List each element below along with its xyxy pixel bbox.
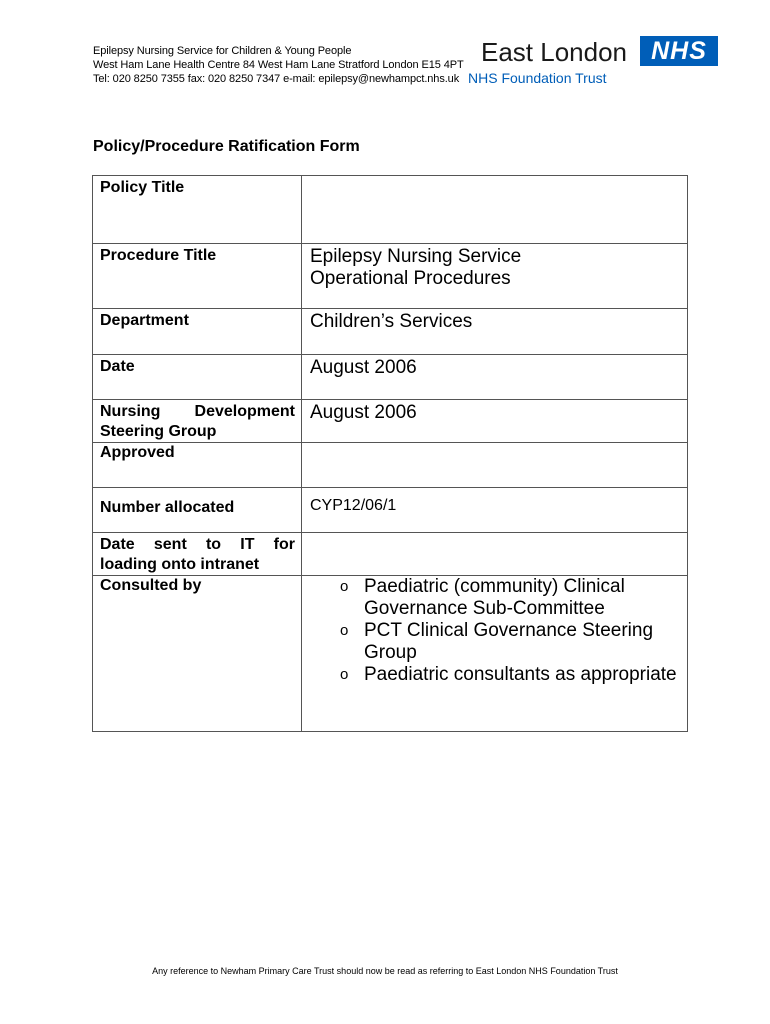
nursing-development-line-1: Nursing Development <box>100 403 295 420</box>
procedure-title-line-1: Epilepsy Nursing Service <box>310 246 522 267</box>
nhs-badge: NHS <box>640 36 718 66</box>
consulted-item-3-text: Paediatric consultants as appropriate <box>364 664 677 685</box>
row-date-sent <box>93 533 688 576</box>
value-number-allocated[interactable]: CYP12/06/1 <box>302 488 688 533</box>
value-approved[interactable] <box>302 443 688 488</box>
consulted-item-1 <box>340 576 681 620</box>
label-nursing-development <box>93 400 302 443</box>
consulted-item-1-text: Paediatric (community) Clinical Governance Sub-Committee <box>364 576 625 619</box>
label-date: Date <box>93 355 302 400</box>
logo-org-name: East London <box>481 37 628 67</box>
consulted-item-3 <box>340 664 681 686</box>
ratification-form-table <box>92 175 688 732</box>
consulted-by-list <box>310 576 681 686</box>
procedure-title-line-2: Operational Procedures <box>310 268 511 289</box>
value-nursing-development[interactable]: August 2006 <box>302 400 688 443</box>
row-approved <box>93 443 688 488</box>
label-approved: Approved <box>93 443 302 488</box>
row-consulted-by <box>93 576 688 732</box>
row-policy-title <box>93 176 688 244</box>
nursing-development-line-2: Steering Group <box>100 423 217 440</box>
letterhead-line-3: Tel: 020 8250 7355 fax: 020 8250 7347 e-mail: epilepsy@newhampct.nhs.uk <box>93 73 460 85</box>
page-footer: Any reference to Newham Primary Care Trust should now be read as referring to East London NHS Foundation Trust <box>152 966 618 976</box>
row-number-allocated <box>93 488 688 533</box>
value-department[interactable]: Children’s Services <box>302 309 688 355</box>
row-department <box>93 309 688 355</box>
label-number-allocated: Number allocated <box>93 488 302 533</box>
value-date[interactable]: August 2006 <box>302 355 688 400</box>
date-sent-line-1: Date sent to IT for <box>100 536 295 553</box>
row-procedure-title <box>93 244 688 309</box>
bullet-icon: o <box>340 666 349 683</box>
value-procedure-title[interactable] <box>302 244 688 309</box>
letterhead-line-2: West Ham Lane Health Centre 84 West Ham Lane Stratford London E15 4PT <box>93 59 464 71</box>
bullet-icon: o <box>340 578 349 595</box>
consulted-item-2-text: PCT Clinical Governance Steering Group <box>364 620 654 663</box>
nhs-logo <box>468 36 720 92</box>
value-policy-title[interactable] <box>302 176 688 244</box>
logo-trust-name: NHS Foundation Trust <box>468 70 607 86</box>
bullet-icon: o <box>340 622 349 639</box>
value-date-sent[interactable] <box>302 533 688 576</box>
letterhead-line-1: Epilepsy Nursing Service for Children & Young People <box>93 45 352 57</box>
form-title: Policy/Procedure Ratification Form <box>93 138 360 155</box>
letterhead-address <box>93 44 464 86</box>
value-consulted-by[interactable] <box>302 576 688 732</box>
label-consulted-by: Consulted by <box>93 576 302 732</box>
label-procedure-title: Procedure Title <box>93 244 302 309</box>
consulted-item-2 <box>340 620 681 664</box>
label-department: Department <box>93 309 302 355</box>
label-policy-title: Policy Title <box>93 176 302 244</box>
row-date <box>93 355 688 400</box>
date-sent-line-2: loading onto intranet <box>100 556 260 573</box>
row-nursing-development <box>93 400 688 443</box>
label-date-sent <box>93 533 302 576</box>
